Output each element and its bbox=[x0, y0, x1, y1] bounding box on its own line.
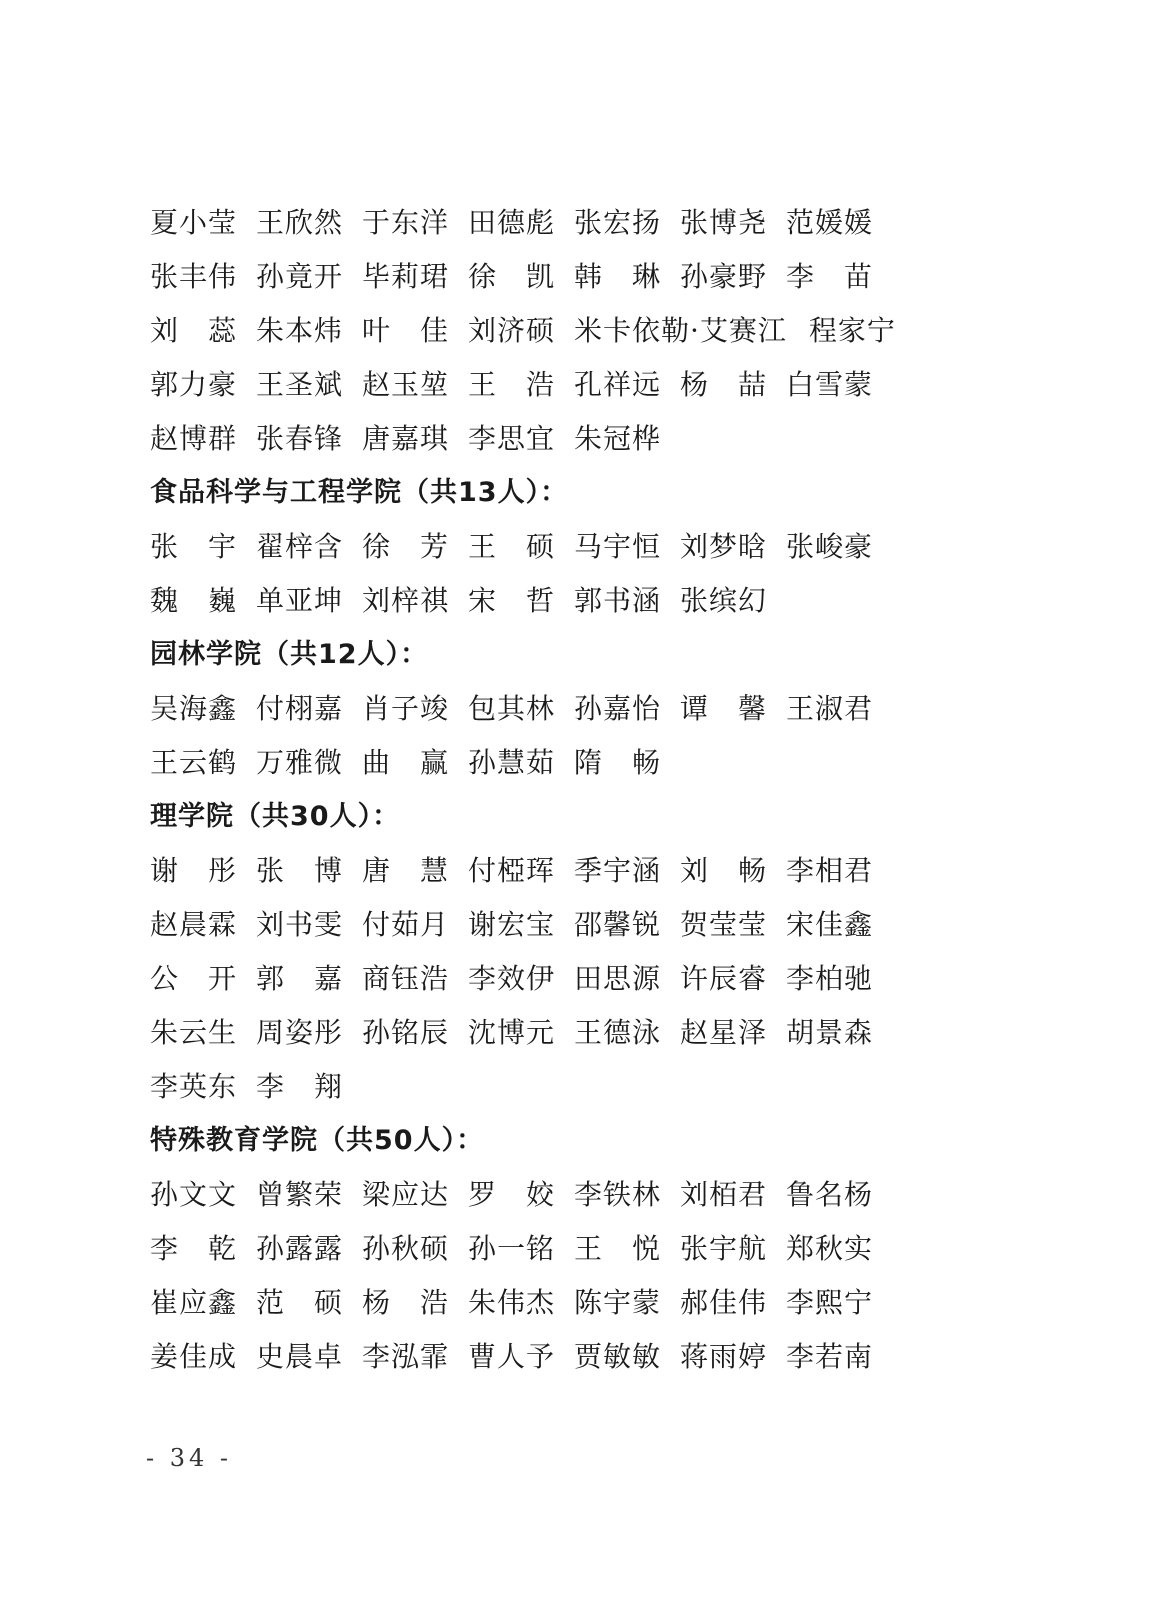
student-name: 张 缤 幻 bbox=[680, 584, 767, 617]
student-name: 朱 云 生 bbox=[150, 1016, 237, 1049]
student-name: 万 雅 微 bbox=[256, 746, 343, 779]
student-name: 张 宇 航 bbox=[680, 1232, 767, 1265]
student-name: 张 宇 bbox=[150, 530, 237, 563]
student-name: 李 熙 宁 bbox=[786, 1286, 873, 1319]
student-name: 王 圣 斌 bbox=[256, 368, 343, 401]
student-name: 贾 敏 敏 bbox=[574, 1340, 661, 1373]
student-name: 蒋 雨 婷 bbox=[680, 1340, 767, 1373]
student-name: 付 椏 珲 bbox=[468, 854, 555, 887]
name-row bbox=[150, 520, 1050, 574]
name-row bbox=[150, 1060, 1050, 1114]
student-name: 孔 祥 远 bbox=[574, 368, 661, 401]
student-name: 孙 露 露 bbox=[256, 1232, 343, 1265]
student-name: 曲 赢 bbox=[362, 746, 449, 779]
student-name: 梁 应 达 bbox=[362, 1178, 449, 1211]
student-name: 田 思 源 bbox=[574, 962, 661, 995]
section-heading: 特殊教育学院（共50人）： bbox=[150, 1125, 485, 1156]
student-name: 孙 秋 硕 bbox=[362, 1232, 449, 1265]
student-name: 史 晨 卓 bbox=[256, 1340, 343, 1373]
student-name: 鲁 名 杨 bbox=[786, 1178, 873, 1211]
student-name: 翟 梓 含 bbox=[256, 530, 343, 563]
student-name: 朱 本 炜 bbox=[256, 314, 343, 347]
student-name: 刘 济 硕 bbox=[468, 314, 555, 347]
student-name: 张 博 bbox=[256, 854, 343, 887]
student-name: 李 泓 霏 bbox=[362, 1340, 449, 1373]
student-name: 赵 星 泽 bbox=[680, 1016, 767, 1049]
student-name: 王 悦 bbox=[574, 1232, 661, 1265]
student-name: 贺 莹 莹 bbox=[680, 908, 767, 941]
student-name: 李 铁 林 bbox=[574, 1178, 661, 1211]
student-name: 杨 浩 bbox=[362, 1286, 449, 1319]
student-name: 曹 人 予 bbox=[468, 1340, 555, 1373]
student-name: 张 峻 豪 bbox=[786, 530, 873, 563]
student-name: 包 其 林 bbox=[468, 692, 555, 725]
name-row bbox=[150, 1276, 1050, 1330]
student-name: 马 宇 恒 bbox=[574, 530, 661, 563]
student-name: 王 欣 然 bbox=[256, 206, 343, 239]
student-name: 隋 畅 bbox=[574, 746, 661, 779]
student-name: 毕 莉 珺 bbox=[362, 260, 449, 293]
student-name: 孙 一 铭 bbox=[468, 1232, 555, 1265]
student-name: 米卡依勒·艾赛江 bbox=[574, 314, 787, 347]
student-name: 李 相 君 bbox=[786, 854, 873, 887]
student-name: 刘 梓 祺 bbox=[362, 584, 449, 617]
student-name: 张 丰 伟 bbox=[150, 260, 237, 293]
student-name: 杨 喆 bbox=[680, 368, 767, 401]
student-name: 沈 博 元 bbox=[468, 1016, 555, 1049]
student-name: 张 宏 扬 bbox=[574, 206, 661, 239]
student-name: 周 姿 彤 bbox=[256, 1016, 343, 1049]
student-name: 于 东 洋 bbox=[362, 206, 449, 239]
student-name: 李 思 宜 bbox=[468, 422, 555, 455]
student-name: 徐 芳 bbox=[362, 530, 449, 563]
student-name: 朱 伟 杰 bbox=[468, 1286, 555, 1319]
student-name: 商 钰 浩 bbox=[362, 962, 449, 995]
name-row bbox=[150, 250, 1050, 304]
student-name: 田 德 彪 bbox=[468, 206, 555, 239]
student-name: 付 茹 月 bbox=[362, 908, 449, 941]
student-name: 曾 繁 荣 bbox=[256, 1178, 343, 1211]
student-name: 谢 宏 宝 bbox=[468, 908, 555, 941]
student-name: 李 柏 驰 bbox=[786, 962, 873, 995]
student-name: 王 德 泳 bbox=[574, 1016, 661, 1049]
student-name: 刘 栢 君 bbox=[680, 1178, 767, 1211]
student-name: 郑 秋 实 bbox=[786, 1232, 873, 1265]
student-name: 张 博 尧 bbox=[680, 206, 767, 239]
student-name: 韩 琳 bbox=[574, 260, 661, 293]
student-name: 季 宇 涵 bbox=[574, 854, 661, 887]
section-heading: 园林学院（共12人）： bbox=[150, 639, 429, 670]
student-name: 李 苗 bbox=[786, 260, 873, 293]
name-row bbox=[150, 304, 1050, 358]
student-name: 王 淑 君 bbox=[786, 692, 873, 725]
page-number: - 34 - bbox=[146, 1444, 233, 1472]
student-name: 孙 豪 野 bbox=[680, 260, 767, 293]
student-name: 王 浩 bbox=[468, 368, 555, 401]
student-name: 谭 馨 bbox=[680, 692, 767, 725]
student-name: 李 若 南 bbox=[786, 1340, 873, 1373]
student-name: 肖 子 竣 bbox=[362, 692, 449, 725]
student-name: 徐 凯 bbox=[468, 260, 555, 293]
student-name: 邵 馨 锐 bbox=[574, 908, 661, 941]
student-name: 孙 竟 开 bbox=[256, 260, 343, 293]
student-name: 赵 博 群 bbox=[150, 422, 237, 455]
student-name: 朱 冠 桦 bbox=[574, 422, 661, 455]
student-name: 李 乾 bbox=[150, 1232, 237, 1265]
student-name: 李 效 伊 bbox=[468, 962, 555, 995]
student-name: 付 栩 嘉 bbox=[256, 692, 343, 725]
student-name: 孙 铭 辰 bbox=[362, 1016, 449, 1049]
name-row bbox=[150, 952, 1050, 1006]
name-row bbox=[150, 898, 1050, 952]
student-name: 刘 畅 bbox=[680, 854, 767, 887]
student-name: 范 硕 bbox=[256, 1286, 343, 1319]
student-name: 姜 佳 成 bbox=[150, 1340, 237, 1373]
student-name: 宋 哲 bbox=[468, 584, 555, 617]
student-name: 刘 梦 晗 bbox=[680, 530, 767, 563]
student-name: 王 云 鹤 bbox=[150, 746, 237, 779]
name-row bbox=[150, 574, 1050, 628]
name-row bbox=[150, 844, 1050, 898]
student-name: 赵 玉 堃 bbox=[362, 368, 449, 401]
student-name: 罗 姣 bbox=[468, 1178, 555, 1211]
student-name: 吴 海 鑫 bbox=[150, 692, 237, 725]
student-name: 宋 佳 鑫 bbox=[786, 908, 873, 941]
student-name: 魏 巍 bbox=[150, 584, 237, 617]
student-name: 白 雪 蒙 bbox=[786, 368, 873, 401]
student-name: 许 辰 睿 bbox=[680, 962, 767, 995]
student-name: 夏 小 莹 bbox=[150, 206, 237, 239]
name-row bbox=[150, 682, 1050, 736]
name-row bbox=[150, 1330, 1050, 1384]
student-name: 刘 蕊 bbox=[150, 314, 237, 347]
name-row bbox=[150, 736, 1050, 790]
name-row bbox=[150, 1006, 1050, 1060]
student-name: 郭 力 豪 bbox=[150, 368, 237, 401]
student-name: 程 家 宁 bbox=[808, 314, 895, 347]
student-name: 刘 书 雯 bbox=[256, 908, 343, 941]
student-name: 唐 慧 bbox=[362, 854, 449, 887]
name-row bbox=[150, 1222, 1050, 1276]
student-name: 王 硕 bbox=[468, 530, 555, 563]
student-name: 胡 景 森 bbox=[786, 1016, 873, 1049]
student-name: 孙 慧 茹 bbox=[468, 746, 555, 779]
student-name: 郭 书 涵 bbox=[574, 584, 661, 617]
student-name: 孙 文 文 bbox=[150, 1178, 237, 1211]
student-name: 孙 嘉 怡 bbox=[574, 692, 661, 725]
name-row bbox=[150, 358, 1050, 412]
student-name: 单 亚 坤 bbox=[256, 584, 343, 617]
student-name: 唐 嘉 琪 bbox=[362, 422, 449, 455]
student-name: 郭 嘉 bbox=[256, 962, 343, 995]
name-row bbox=[150, 412, 1050, 466]
student-name: 李 翔 bbox=[256, 1070, 343, 1103]
student-name: 李 英 东 bbox=[150, 1070, 237, 1103]
student-name: 叶 佳 bbox=[362, 314, 449, 347]
student-name: 崔 应 鑫 bbox=[150, 1286, 237, 1319]
name-row bbox=[150, 196, 1050, 250]
document-body bbox=[150, 196, 1050, 1384]
student-name: 陈 宇 蒙 bbox=[574, 1286, 661, 1319]
section-heading: 理学院（共30人）： bbox=[150, 801, 401, 832]
student-name: 赵 晨 霖 bbox=[150, 908, 237, 941]
student-name: 谢 彤 bbox=[150, 854, 237, 887]
student-name: 范 媛 媛 bbox=[786, 206, 873, 239]
name-row bbox=[150, 1168, 1050, 1222]
student-name: 公 开 bbox=[150, 962, 237, 995]
student-name: 张 春 锋 bbox=[256, 422, 343, 455]
student-name: 郝 佳 伟 bbox=[680, 1286, 767, 1319]
section-heading: 食品科学与工程学院（共13人）： bbox=[150, 477, 569, 508]
